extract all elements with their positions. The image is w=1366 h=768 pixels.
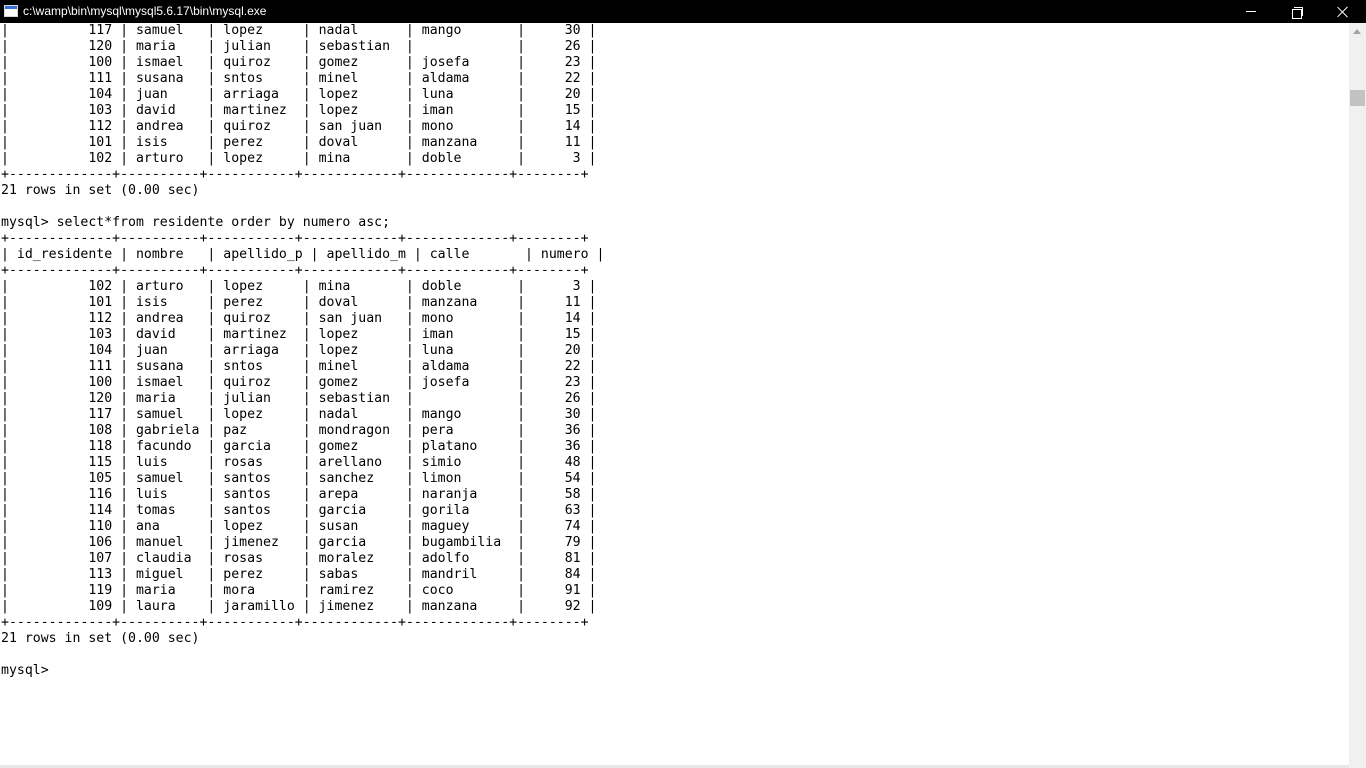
console-line: [0, 199, 1349, 215]
console-line: | 114 | tomas | santos | garcia | gorila | 63 |: [1, 503, 597, 518]
console-line: mysql> select*from residente order by numero asc;: [1, 215, 391, 230]
console-line: | 118 | facundo | garcia | gomez | platano | 36 |: [1, 439, 597, 454]
console-line: | 113 | miguel | perez | sabas | mandril | 84 |: [1, 567, 597, 582]
console-line: | 120 | maria | julian | sebastian | | 26 |: [1, 391, 597, 406]
console-line: | 104 | juan | arriaga | lopez | luna | 20 |: [1, 343, 597, 358]
console-line: | 117 | samuel | lopez | nadal | mango | 30 |: [1, 23, 597, 38]
title-bar: [0, 0, 1366, 23]
close-button[interactable]: [1320, 0, 1366, 23]
console-line: | 110 | ana | lopez | susan | maguey | 74 |: [1, 519, 597, 534]
console-line: | 104 | juan | arriaga | lopez | luna | 20 |: [1, 87, 597, 102]
console-line: | 101 | isis | perez | doval | manzana | 11 |: [1, 135, 597, 150]
console-line: | 107 | claudia | rosas | moralez | adolfo | 81 |: [1, 551, 597, 566]
console-line: | 117 | samuel | lopez | nadal | mango | 30 |: [1, 407, 597, 422]
console-line: | 103 | david | martinez | lopez | iman | 15 |: [1, 327, 597, 342]
console-line: | 102 | arturo | lopez | mina | doble | 3 |: [1, 279, 597, 294]
console-app-icon[interactable]: [4, 5, 18, 17]
console-line: | 112 | andrea | quiroz | san juan | mono | 14 |: [1, 119, 597, 134]
console-line: | 108 | gabriela | paz | mondragon | pera | 36 |: [1, 423, 597, 438]
console-line: mysql>: [1, 663, 49, 678]
scrollbar-thumb[interactable]: [1350, 90, 1365, 106]
console-line: | id_residente | nombre | apellido_p | apellido_m | calle | numero |: [1, 247, 605, 262]
console-line: [0, 647, 1349, 663]
scroll-up-arrow-icon[interactable]: [1353, 29, 1361, 34]
console-line: 21 rows in set (0.00 sec): [1, 631, 200, 646]
console-line: | 112 | andrea | quiroz | san juan | mono | 14 |: [1, 311, 597, 326]
restore-icon: [1292, 7, 1302, 17]
console-line: | 106 | manuel | jimenez | garcia | bugambilia | 79 |: [1, 535, 597, 550]
console-line: +-------------+----------+-----------+------------+-------------+--------+: [1, 615, 589, 630]
close-icon: [1337, 6, 1349, 18]
console-line: | 119 | maria | mora | ramirez | coco | 91 |: [1, 583, 597, 598]
restore-button[interactable]: [1274, 0, 1320, 23]
console-output[interactable]: [0, 23, 1349, 768]
console-line: | 103 | david | martinez | lopez | iman | 15 |: [1, 103, 597, 118]
window-title: c:\wamp\bin\mysql\mysql5.6.17\bin\mysql.exe: [23, 4, 267, 18]
console-line: | 100 | ismael | quiroz | gomez | josefa | 23 |: [1, 55, 597, 70]
console-line: | 111 | susana | sntos | minel | aldama | 22 |: [1, 359, 597, 374]
console-line: | 120 | maria | julian | sebastian | | 26 |: [1, 39, 597, 54]
console-line: | 116 | luis | santos | arepa | naranja | 58 |: [1, 487, 597, 502]
console-line: | 100 | ismael | quiroz | gomez | josefa | 23 |: [1, 375, 597, 390]
console-line: | 109 | laura | jaramillo | jimenez | manzana | 92 |: [1, 599, 597, 614]
console-line: | 102 | arturo | lopez | mina | doble | 3 |: [1, 151, 597, 166]
console-line: 21 rows in set (0.00 sec): [1, 183, 200, 198]
vertical-scrollbar[interactable]: [1349, 23, 1366, 768]
console-line: +-------------+----------+-----------+------------+-------------+--------+: [1, 231, 589, 246]
console-line: | 111 | susana | sntos | minel | aldama | 22 |: [1, 71, 597, 86]
console-line: | 101 | isis | perez | doval | manzana | 11 |: [1, 295, 597, 310]
minimize-icon: [1246, 11, 1256, 12]
minimize-button[interactable]: [1228, 0, 1274, 23]
console-line: +-------------+----------+-----------+------------+-------------+--------+: [1, 167, 589, 182]
console-line: +-------------+----------+-----------+------------+-------------+--------+: [1, 263, 589, 278]
console-line: | 105 | samuel | santos | sanchez | limon | 54 |: [1, 471, 597, 486]
console-line: | 115 | luis | rosas | arellano | simio | 48 |: [1, 455, 597, 470]
